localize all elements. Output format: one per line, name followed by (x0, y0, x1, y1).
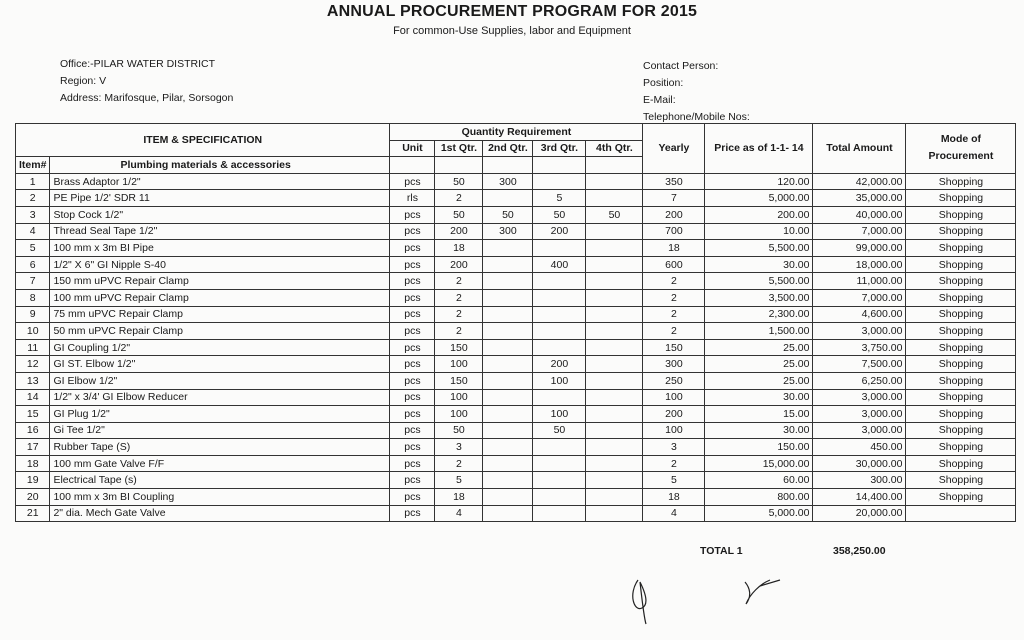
q2-qty-cell (483, 240, 533, 257)
total-amount-cell: 3,750.00 (813, 339, 906, 356)
q4-qty-cell (586, 173, 643, 190)
q3-qty-cell: 50 (533, 422, 586, 439)
category-header: Plumbing materials & accessories (50, 157, 390, 174)
q4-qty-cell (586, 240, 643, 257)
item-number-cell: 21 (16, 505, 50, 522)
q1-qty-cell: 100 (435, 406, 483, 423)
item-number-cell: 12 (16, 356, 50, 373)
q1-qty-cell: 50 (435, 173, 483, 190)
q2-qty-cell (483, 489, 533, 506)
q3-qty-cell: 100 (533, 372, 586, 389)
item-number-cell: 13 (16, 372, 50, 389)
q3-qty-cell (533, 273, 586, 290)
item-number-cell: 10 (16, 323, 50, 340)
q2-qty-cell (483, 356, 533, 373)
item-number-cell: 3 (16, 206, 50, 223)
item-number-cell: 17 (16, 439, 50, 456)
price-cell: 10.00 (705, 223, 813, 240)
item-spec-cell: 100 mm Gate Valve F/F (50, 455, 390, 472)
table-row (16, 240, 1016, 257)
total-amount-cell: 7,500.00 (813, 356, 906, 373)
mode-cell: Shopping (906, 306, 1016, 323)
mode-cell: Shopping (906, 489, 1016, 506)
q2-qty-cell (483, 439, 533, 456)
unit-cell: rls (390, 190, 435, 207)
total-amount-cell: 7,000.00 (813, 289, 906, 306)
price-cell: 60.00 (705, 472, 813, 489)
q3-qty-cell (533, 489, 586, 506)
q1-qty-cell: 50 (435, 206, 483, 223)
q2-qty-cell (483, 455, 533, 472)
yearly-qty-cell: 200 (643, 406, 705, 423)
q3-header: 3rd Qtr. (533, 140, 586, 157)
mode-cell: Shopping (906, 439, 1016, 456)
q1-header: 1st Qtr. (435, 140, 483, 157)
total-value: 358,250.00 (833, 545, 886, 557)
item-number-cell: 4 (16, 223, 50, 240)
unit-cell: pcs (390, 439, 435, 456)
item-spec-cell: GI ST. Elbow 1/2" (50, 356, 390, 373)
q2-header: 2nd Qtr. (483, 140, 533, 157)
q4-qty-cell (586, 289, 643, 306)
unit-cell: pcs (390, 323, 435, 340)
yearly-qty-cell: 5 (643, 472, 705, 489)
price-cell: 120.00 (705, 173, 813, 190)
q4-qty-cell (586, 223, 643, 240)
table-row (16, 339, 1016, 356)
yearly-qty-cell: 100 (643, 422, 705, 439)
q4-qty-cell (586, 455, 643, 472)
mode-cell: Shopping (906, 323, 1016, 340)
item-spec-cell: Brass Adaptor 1/2" (50, 173, 390, 190)
table-row (16, 190, 1016, 207)
unit-cell: pcs (390, 505, 435, 522)
q2-qty-cell (483, 256, 533, 273)
q1-qty-cell: 4 (435, 505, 483, 522)
q3-qty-cell: 5 (533, 190, 586, 207)
q1-qty-cell: 2 (435, 306, 483, 323)
total-amount-header: Total Amount (813, 124, 906, 174)
total-amount-cell: 30,000.00 (813, 455, 906, 472)
q1-qty-cell: 150 (435, 372, 483, 389)
table-row (16, 356, 1016, 373)
item-spec-cell: Electrical Tape (s) (50, 472, 390, 489)
unit-cell: pcs (390, 422, 435, 439)
table-row (16, 273, 1016, 290)
table-row (16, 422, 1016, 439)
item-spec-cell: 2" dia. Mech Gate Valve (50, 505, 390, 522)
mode-cell: Shopping (906, 273, 1016, 290)
mode-cell: Shopping (906, 455, 1016, 472)
q3-qty-cell: 100 (533, 406, 586, 423)
quantity-requirement-header: Quantity Requirement (390, 124, 643, 141)
item-spec-cell: GI Coupling 1/2" (50, 339, 390, 356)
contact-info (643, 58, 750, 126)
mode-cell: Shopping (906, 206, 1016, 223)
price-cell: 25.00 (705, 356, 813, 373)
q3-qty-cell: 400 (533, 256, 586, 273)
mode-cell: Shopping (906, 389, 1016, 406)
unit-header: Unit (390, 140, 435, 157)
q1-qty-cell: 2 (435, 289, 483, 306)
q1-qty-cell: 200 (435, 223, 483, 240)
item-number-cell: 19 (16, 472, 50, 489)
total-amount-cell: 3,000.00 (813, 323, 906, 340)
yearly-header: Yearly (643, 124, 705, 174)
mode-header: Mode of Procurement (906, 124, 1016, 174)
q2-qty-cell (483, 339, 533, 356)
yearly-qty-cell: 150 (643, 339, 705, 356)
yearly-qty-cell: 300 (643, 356, 705, 373)
yearly-qty-cell: 600 (643, 256, 705, 273)
q4-qty-cell (586, 323, 643, 340)
total-amount-cell: 35,000.00 (813, 190, 906, 207)
yearly-qty-cell: 350 (643, 173, 705, 190)
total-amount-cell: 42,000.00 (813, 173, 906, 190)
q2-qty-cell (483, 472, 533, 489)
table-row (16, 173, 1016, 190)
unit-cell: pcs (390, 306, 435, 323)
total-label: TOTAL 1 (700, 545, 743, 557)
price-cell: 5,500.00 (705, 273, 813, 290)
document-title: ANNUAL PROCUREMENT PROGRAM FOR 2015 (326, 3, 698, 20)
unit-cell: pcs (390, 223, 435, 240)
table-row (16, 439, 1016, 456)
yearly-qty-cell: 3 (643, 439, 705, 456)
total-amount-cell: 20,000.00 (813, 505, 906, 522)
total-amount-cell: 3,000.00 (813, 422, 906, 439)
item-spec-cell: 75 mm uPVC Repair Clamp (50, 306, 390, 323)
mode-cell: Shopping (906, 472, 1016, 489)
yearly-qty-cell: 200 (643, 206, 705, 223)
q1-qty-cell: 2 (435, 323, 483, 340)
mode-cell: Shopping (906, 339, 1016, 356)
price-cell: 3,500.00 (705, 289, 813, 306)
yearly-qty-cell: 18 (643, 240, 705, 257)
unit-cell: pcs (390, 356, 435, 373)
q3-qty-cell (533, 289, 586, 306)
yearly-qty-cell: 2 (643, 455, 705, 472)
mode-cell: Shopping (906, 240, 1016, 257)
price-cell: 150.00 (705, 439, 813, 456)
total-amount-cell: 7,000.00 (813, 223, 906, 240)
item-number-cell: 1 (16, 173, 50, 190)
total-amount-cell: 3,000.00 (813, 389, 906, 406)
q4-qty-cell (586, 489, 643, 506)
item-spec-cell: GI Plug 1/2" (50, 406, 390, 423)
contact-person-label: Contact Person: (643, 60, 719, 72)
item-spec-cell: GI Elbow 1/2" (50, 372, 390, 389)
yearly-qty-cell: 2 (643, 306, 705, 323)
total-amount-cell: 14,400.00 (813, 489, 906, 506)
unit-cell: pcs (390, 173, 435, 190)
q2-qty-cell (483, 505, 533, 522)
yearly-qty-cell: 2 (643, 289, 705, 306)
q3-qty-cell (533, 472, 586, 489)
email-label: E-Mail: (643, 94, 676, 106)
q4-qty-cell (586, 389, 643, 406)
item-spec-cell: PE Pipe 1/2' SDR 11 (50, 190, 390, 207)
q2-qty-cell (483, 406, 533, 423)
table-row (16, 372, 1016, 389)
item-number-cell: 2 (16, 190, 50, 207)
item-spec-cell: 1/2" X 6" GI Nipple S-40 (50, 256, 390, 273)
q1-qty-cell: 150 (435, 339, 483, 356)
mode-cell: Shopping (906, 223, 1016, 240)
yearly-qty-cell: 18 (643, 489, 705, 506)
table-row (16, 389, 1016, 406)
price-cell: 30.00 (705, 256, 813, 273)
item-spec-cell: 50 mm uPVC Repair Clamp (50, 323, 390, 340)
office-name: Office:-PILAR WATER DISTRICT (60, 58, 215, 70)
q3-qty-cell: 200 (533, 356, 586, 373)
q4-qty-cell (586, 505, 643, 522)
yearly-qty-cell: 100 (643, 389, 705, 406)
yearly-qty-cell: 250 (643, 372, 705, 389)
table-row (16, 472, 1016, 489)
item-number-cell: 15 (16, 406, 50, 423)
q1-qty-cell: 18 (435, 489, 483, 506)
price-cell: 30.00 (705, 422, 813, 439)
price-cell: 5,500.00 (705, 240, 813, 257)
unit-cell: pcs (390, 256, 435, 273)
q1-qty-cell: 100 (435, 356, 483, 373)
item-spec-cell: 100 mm x 3m BI Pipe (50, 240, 390, 257)
q2-qty-cell: 50 (483, 206, 533, 223)
q3-qty-cell (533, 439, 586, 456)
mode-cell: Shopping (906, 406, 1016, 423)
q4-qty-cell (586, 273, 643, 290)
q2-qty-cell (483, 306, 533, 323)
table-row (16, 206, 1016, 223)
yearly-qty-cell: 7 (643, 190, 705, 207)
item-spec-cell: Thread Seal Tape 1/2" (50, 223, 390, 240)
table-row (16, 323, 1016, 340)
q3-qty-cell (533, 173, 586, 190)
mode-cell: Shopping (906, 256, 1016, 273)
mode-cell: Shopping (906, 356, 1016, 373)
q1-qty-cell: 100 (435, 389, 483, 406)
q4-qty-cell (586, 422, 643, 439)
price-cell: 25.00 (705, 339, 813, 356)
office-info (60, 56, 233, 107)
price-cell: 5,000.00 (705, 190, 813, 207)
q3-qty-cell (533, 306, 586, 323)
item-number-header: Item# (16, 157, 50, 174)
position-label: Position: (643, 77, 684, 89)
q4-qty-cell (586, 339, 643, 356)
price-cell: 2,300.00 (705, 306, 813, 323)
q2-qty-cell (483, 372, 533, 389)
unit-cell: pcs (390, 389, 435, 406)
total-amount-cell: 4,600.00 (813, 306, 906, 323)
price-cell: 15,000.00 (705, 455, 813, 472)
q1-qty-cell: 2 (435, 455, 483, 472)
yearly-qty-cell: 4 (643, 505, 705, 522)
total-amount-cell: 40,000.00 (813, 206, 906, 223)
yearly-qty-cell: 700 (643, 223, 705, 240)
mode-cell: Shopping (906, 422, 1016, 439)
item-spec-cell: Gi Tee 1/2" (50, 422, 390, 439)
q4-qty-cell (586, 306, 643, 323)
q3-qty-cell (533, 389, 586, 406)
mode-cell: Shopping (906, 372, 1016, 389)
table-row (16, 289, 1016, 306)
q4-qty-cell (586, 190, 643, 207)
mode-cell: Shopping (906, 190, 1016, 207)
q3-qty-cell (533, 455, 586, 472)
price-cell: 25.00 (705, 372, 813, 389)
q3-qty-cell (533, 240, 586, 257)
q4-qty-cell (586, 372, 643, 389)
price-cell: 1,500.00 (705, 323, 813, 340)
unit-cell: pcs (390, 489, 435, 506)
item-spec-header: ITEM & SPECIFICATION (16, 124, 390, 157)
item-number-cell: 14 (16, 389, 50, 406)
q1-qty-cell: 5 (435, 472, 483, 489)
table-row (16, 406, 1016, 423)
q2-qty-cell (483, 422, 533, 439)
item-number-cell: 7 (16, 273, 50, 290)
price-cell: 15.00 (705, 406, 813, 423)
total-amount-cell: 11,000.00 (813, 273, 906, 290)
mode-cell: Shopping (906, 289, 1016, 306)
q2-qty-cell (483, 289, 533, 306)
procurement-table (15, 123, 1016, 522)
total-amount-cell: 3,000.00 (813, 406, 906, 423)
q4-qty-cell (586, 356, 643, 373)
q2-qty-cell (483, 190, 533, 207)
q2-qty-cell: 300 (483, 173, 533, 190)
q4-qty-cell (586, 256, 643, 273)
q3-qty-cell: 50 (533, 206, 586, 223)
yearly-qty-cell: 2 (643, 323, 705, 340)
region: Region: V (60, 75, 107, 87)
q1-qty-cell: 2 (435, 190, 483, 207)
q4-qty-cell (586, 406, 643, 423)
q1-qty-cell: 200 (435, 256, 483, 273)
table-row (16, 306, 1016, 323)
q3-qty-cell (533, 505, 586, 522)
item-spec-cell: 100 mm x 3m BI Coupling (50, 489, 390, 506)
price-cell: 30.00 (705, 389, 813, 406)
mode-cell: Shopping (906, 173, 1016, 190)
table-row (16, 505, 1016, 522)
price-cell: 5,000.00 (705, 505, 813, 522)
item-number-cell: 5 (16, 240, 50, 257)
table-row (16, 256, 1016, 273)
unit-cell: pcs (390, 472, 435, 489)
table-row (16, 489, 1016, 506)
q1-qty-cell: 2 (435, 273, 483, 290)
price-cell: 200.00 (705, 206, 813, 223)
unit-cell: pcs (390, 273, 435, 290)
price-header: Price as of 1-1- 14 (705, 124, 813, 174)
unit-cell: pcs (390, 289, 435, 306)
q2-qty-cell (483, 273, 533, 290)
handwritten-signature (620, 560, 800, 630)
unit-cell: pcs (390, 455, 435, 472)
unit-cell: pcs (390, 372, 435, 389)
q2-qty-cell (483, 389, 533, 406)
item-number-cell: 11 (16, 339, 50, 356)
price-cell: 800.00 (705, 489, 813, 506)
item-spec-cell: Rubber Tape (S) (50, 439, 390, 456)
mode-cell (906, 505, 1016, 522)
total-amount-cell: 18,000.00 (813, 256, 906, 273)
unit-cell: pcs (390, 406, 435, 423)
yearly-qty-cell: 2 (643, 273, 705, 290)
q3-qty-cell (533, 339, 586, 356)
q1-qty-cell: 50 (435, 422, 483, 439)
q4-qty-cell: 50 (586, 206, 643, 223)
unit-cell: pcs (390, 206, 435, 223)
telephone-label: Telephone/Mobile Nos: (643, 111, 750, 123)
q3-qty-cell (533, 323, 586, 340)
q4-qty-cell (586, 472, 643, 489)
total-amount-cell: 99,000.00 (813, 240, 906, 257)
q2-qty-cell: 300 (483, 223, 533, 240)
total-amount-cell: 6,250.00 (813, 372, 906, 389)
item-spec-cell: Stop Cock 1/2" (50, 206, 390, 223)
q4-qty-cell (586, 439, 643, 456)
item-spec-cell: 1/2" x 3/4' GI Elbow Reducer (50, 389, 390, 406)
q4-header: 4th Qtr. (586, 140, 643, 157)
unit-cell: pcs (390, 339, 435, 356)
q1-qty-cell: 3 (435, 439, 483, 456)
q3-qty-cell: 200 (533, 223, 586, 240)
unit-cell: pcs (390, 240, 435, 257)
item-number-cell: 16 (16, 422, 50, 439)
table-row (16, 223, 1016, 240)
address: Address: Marifosque, Pilar, Sorsogon (60, 92, 234, 104)
item-spec-cell: 150 mm uPVC Repair Clamp (50, 273, 390, 290)
item-number-cell: 18 (16, 455, 50, 472)
document-subtitle: For common-Use Supplies, labor and Equipment (393, 25, 631, 37)
item-number-cell: 20 (16, 489, 50, 506)
q1-qty-cell: 18 (435, 240, 483, 257)
item-number-cell: 6 (16, 256, 50, 273)
table-row (16, 455, 1016, 472)
item-spec-cell: 100 mm uPVC Repair Clamp (50, 289, 390, 306)
item-number-cell: 9 (16, 306, 50, 323)
q2-qty-cell (483, 323, 533, 340)
item-number-cell: 8 (16, 289, 50, 306)
total-amount-cell: 300.00 (813, 472, 906, 489)
total-amount-cell: 450.00 (813, 439, 906, 456)
